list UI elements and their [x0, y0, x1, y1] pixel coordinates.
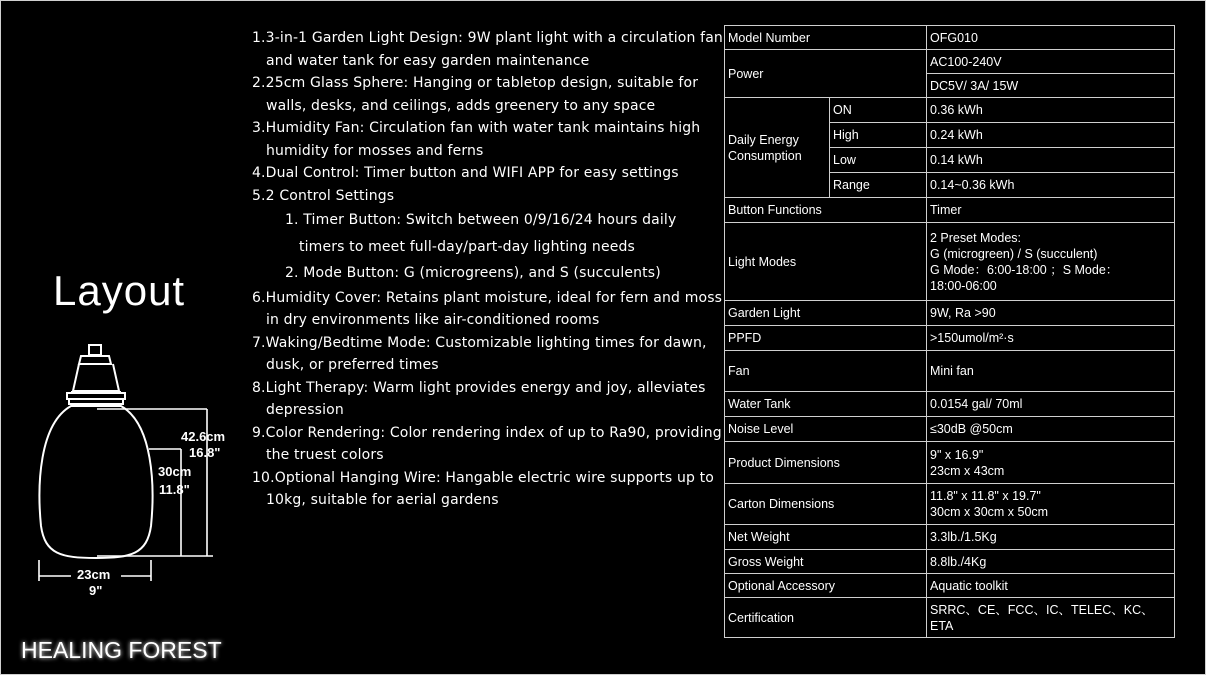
- light-modes-line: G (microgreen) / S (succulent): [930, 246, 1098, 261]
- spec-value: OFG010: [927, 26, 1175, 50]
- spec-value: DC5V/ 3A/ 15W: [927, 74, 1175, 98]
- spec-label: Carton Dimensions: [725, 484, 927, 525]
- table-row: [725, 525, 1175, 550]
- spec-label: PPFD: [725, 326, 927, 351]
- spec-value: 0.14 kWh: [927, 148, 1175, 173]
- body-in-label: 11.8": [159, 482, 190, 497]
- feature-item: 3.Humidity Fan: Circulation fan with water tank maintains high humidity for mosses and ferns: [252, 120, 701, 159]
- cert-line: SRRC、CE、FCC、IC、TELEC、KC、: [930, 602, 1154, 617]
- spec-label: Fan: [725, 351, 927, 392]
- spec-label: Power: [725, 50, 927, 98]
- feature-item: 9.Color Rendering: Color rendering index of up to Ra90, providing the truest colors: [252, 424, 722, 463]
- spec-value: [927, 442, 1175, 484]
- feature-item: 6.Humidity Cover: Retains plant moisture, ideal for fern and moss in dry environments like air-conditioned rooms: [252, 289, 723, 328]
- spec-value: [927, 484, 1175, 525]
- feature-item: 8.Light Therapy: Warm light provides energy and joy, alleviates depression: [252, 379, 706, 418]
- spec-value: [927, 223, 1175, 301]
- spec-value: ≤30dB @50cm: [927, 417, 1175, 442]
- feature-list: [252, 27, 724, 512]
- table-row: [725, 484, 1175, 525]
- table-row: [725, 598, 1175, 638]
- spec-label: Certification: [725, 598, 927, 638]
- product-dim-line: 9" x 16.9": [930, 447, 984, 462]
- spec-label: Model Number: [725, 26, 927, 50]
- spec-value: 0.36 kWh: [927, 98, 1175, 123]
- spec-label: Garden Light: [725, 301, 927, 326]
- width-in-label: 9": [89, 583, 103, 598]
- spec-label: Button Functions: [725, 198, 927, 223]
- table-row: [725, 98, 1175, 123]
- spec-label: Gross Weight: [725, 550, 927, 574]
- spec-value: [927, 598, 1175, 638]
- carton-dim-line: 30cm x 30cm x 50cm: [930, 505, 1049, 519]
- height-cm-label: 42.6cm: [181, 429, 226, 444]
- table-row: [725, 326, 1175, 351]
- sub-feature-item: 1. Timer Button: Switch between 0/9/16/24 hours daily timers to meet full-day/part-day lighting needs: [285, 212, 677, 255]
- table-row: [725, 442, 1175, 484]
- feature-item: 1.3-in-1 Garden Light Design: 9W plant light with a circulation fan and water tank for easy garden maintenance: [252, 30, 723, 69]
- spec-label: Net Weight: [725, 525, 927, 550]
- product-dimension-drawing: [31, 336, 246, 606]
- light-modes-line: G Mode：6:00-18:00 ；S Mode：: [930, 262, 1119, 277]
- spec-value: Timer: [927, 198, 1175, 223]
- feature-item: 2.25cm Glass Sphere: Hanging or tabletop design, suitable for walls, desks, and ceilings, adds greenery to any space: [252, 75, 699, 114]
- spec-value: 0.24 kWh: [927, 123, 1175, 148]
- table-row: [725, 550, 1175, 574]
- spec-value: Mini fan: [927, 351, 1175, 392]
- energy-mode: Low: [830, 148, 927, 173]
- sub-feature-item: 2. Mode Button: G (microgreens), and S (succulents): [285, 265, 661, 281]
- table-row: [725, 26, 1175, 50]
- table-row: [725, 50, 1175, 74]
- spec-value: 3.3lb./1.5Kg: [927, 525, 1175, 550]
- spec-value: Aquatic toolkit: [927, 574, 1175, 598]
- energy-mode: Range: [830, 173, 927, 198]
- product-dim-line: 23cm x 43cm: [930, 463, 1005, 478]
- light-modes-line: 18:00-06:00: [930, 278, 997, 293]
- table-row: [725, 198, 1175, 223]
- feature-item: 4.Dual Control: Timer button and WIFI APP for easy settings: [252, 165, 679, 181]
- table-row: [725, 417, 1175, 442]
- spec-label: Product Dimensions: [725, 442, 927, 484]
- body-cm-label: 30cm: [158, 464, 192, 479]
- width-cm-label: 23cm: [77, 567, 111, 582]
- table-row: [725, 351, 1175, 392]
- spec-label: Optional Accessory: [725, 574, 927, 598]
- energy-mode: ON: [830, 98, 927, 123]
- spec-value: >150umol/m²·s: [927, 326, 1175, 351]
- table-row: [725, 223, 1175, 301]
- spec-value: 0.14~0.36 kWh: [927, 173, 1175, 198]
- energy-mode: High: [830, 123, 927, 148]
- carton-dim-line: 11.8" x 11.8" x 19.7": [930, 489, 1041, 503]
- layout-title: Layout: [53, 267, 186, 314]
- spec-value: 9W, Ra >90: [927, 301, 1175, 326]
- spec-label: Daily Energy Consumption: [725, 98, 830, 198]
- table-row: [725, 574, 1175, 598]
- spec-label: Noise Level: [725, 417, 927, 442]
- spec-value: 8.8lb./4Kg: [927, 550, 1175, 574]
- spec-label: Light Modes: [725, 223, 927, 301]
- brand-name: HEALING FOREST: [21, 637, 222, 663]
- feature-item: 10.Optional Hanging Wire: Hangable electric wire supports up to 10kg, suitable for aerial gardens: [252, 469, 714, 508]
- table-row: [725, 392, 1175, 417]
- feature-item: 7.Waking/Bedtime Mode: Customizable lighting times for dawn, dusk, or preferred times: [252, 334, 707, 373]
- height-in-label: 16.8": [189, 445, 221, 460]
- table-row: [725, 301, 1175, 326]
- light-modes-line: 2 Preset Modes:: [930, 230, 1022, 245]
- feature-item: 5.2 Control Settings: [252, 187, 395, 204]
- cert-line: ETA: [930, 618, 954, 633]
- spec-value: 0.0154 gal/ 70ml: [927, 392, 1175, 417]
- spec-table: [724, 25, 1175, 638]
- spec-value: AC100-240V: [927, 50, 1175, 74]
- spec-label: Water Tank: [725, 392, 927, 417]
